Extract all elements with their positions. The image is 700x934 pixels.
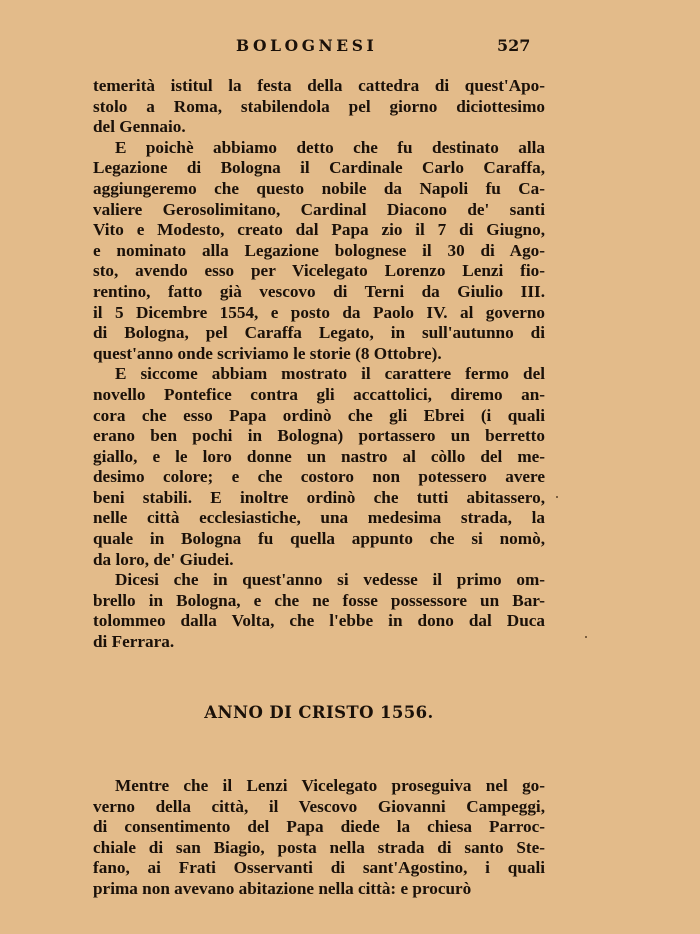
text-line: verno della città, il Vescovo Giovanni Campeggi, — [93, 796, 545, 816]
text-line: brello in Bologna, e che ne fosse possessore un Bar- — [93, 590, 545, 610]
text-line: nelle città ecclesiastiche, una medesima strada, la — [93, 508, 545, 528]
text-line: Dicesi che in quest'anno si vedesse il primo om- — [115, 570, 545, 590]
text-line: erano ben pochi in Bologna) portassero un berretto — [93, 426, 545, 446]
text-line: Legazione di Bologna il Cardinale Carlo Caraffa, — [93, 158, 545, 178]
text-line: di Ferrara. — [93, 632, 175, 652]
text-line: di Bologna, pel Caraffa Legato, in sull'autunno di — [93, 323, 545, 343]
text-line: Mentre che il Lenzi Vicelegato proseguiva nel go- — [115, 776, 545, 795]
text-line: Vito e Modesto, creato dal Papa zio il 7 di Giugno, — [93, 220, 545, 240]
text-line: valiere Gerosolimitano, Cardinal Diacono de' santi — [93, 199, 545, 219]
text-line: del Gennaio. — [93, 117, 186, 137]
text-line: chiale di san Biagio, posta nella strada di santo Ste- — [93, 837, 545, 857]
text-line: fano, ai Frati Osservanti di sant'Agostino, i quali — [93, 858, 545, 878]
text-line: e nominato alla Legazione bolognese il 30 di Ago- — [93, 240, 545, 260]
text-line: stolo a Roma, stabilendola pel giorno diciottesimo — [93, 96, 545, 116]
text-line: E siccome abbiam mostrato il carattere fermo del — [115, 364, 545, 384]
text-line: beni stabili. E inoltre ordinò che tutti abitassero, — [93, 487, 545, 507]
text-line: cora che esso Papa ordinò che gli Ebrei (i quali — [93, 405, 545, 425]
text-line: rentino, fatto già vescovo di Terni da Giulio III. — [93, 281, 545, 301]
text-line: giallo, e le loro donne un nastro al còllo del me- — [93, 446, 545, 466]
paper-speck — [585, 636, 587, 638]
text-line: quale in Bologna fu quella appunto che si nomò, — [93, 529, 545, 549]
text-line: temerità istitul la festa della cattedra di quest'Apo- — [93, 76, 545, 95]
text-line: E poichè abbiamo detto che fu destinato alla — [115, 137, 545, 157]
text-line: il 5 Dicembre 1554, e posto da Paolo IV. al governo — [93, 302, 545, 322]
body-text-after — [93, 776, 545, 900]
page-number: 527 — [497, 36, 531, 55]
section-heading: ANNO DI CRISTO 1556. — [204, 703, 434, 722]
text-line: prima non avevano abitazione nella città: e procurò — [93, 878, 472, 898]
body-text-before — [93, 76, 545, 653]
text-line: di consentimento del Papa diede la chiesa Parroc- — [93, 817, 545, 837]
text-line: sto, avendo esso per Vicelegato Lorenzo Lenzi fio- — [93, 261, 545, 281]
text-line: da loro, de' Giudei. — [93, 549, 234, 569]
text-line: aggiungeremo che questo nobile da Napoli fu Ca- — [93, 178, 545, 198]
text-line: desimo colore; e che costoro non potessero avere — [93, 467, 545, 487]
text-line: novello Pontefice contra gli accattolici, diremo an- — [93, 384, 545, 404]
running-head: BOLOGNESI — [236, 36, 378, 55]
text-line: tolommeo dalla Volta, che l'ebbe in dono dal Duca — [93, 611, 545, 631]
text-line: quest'anno onde scriviamo le storie (8 Ottobre). — [93, 343, 442, 363]
paper-speck — [556, 496, 558, 498]
